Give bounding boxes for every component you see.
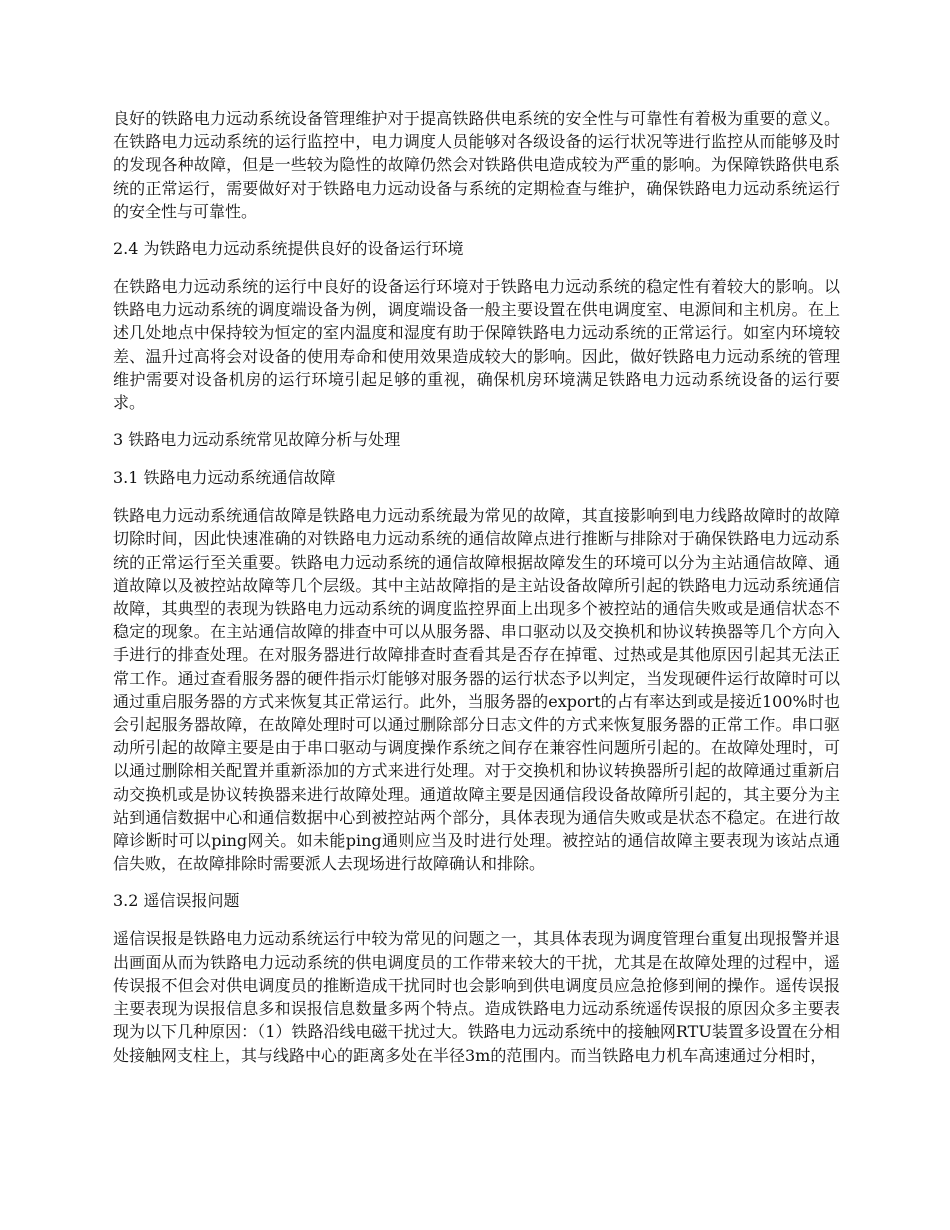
section-heading-2-4: 2.4 为铁路电力远动系统提供良好的设备运行环境: [113, 239, 464, 259]
paragraph: 在铁路电力远动系统的运行中良好的设备运行环境对于铁路电力远动系统的稳定性有着较大的影响。以铁路电力远动系统的调度端设备为例，调度端设备一般主要设置在供电调度室、电源间和主机房。在上述几处地点中保持较为恒定的室内温度和湿度有助于保障铁路电力远动系统的正常运行。如室内环境较差、温升过高将会对设备的使用寿命和使用效果造成较大的影响。因此，做好铁路电力远动系统的管理维护需要对设备机房的运行环境引起足够的重视，确保机房环境满足铁路电力远动系统设备的运行要求。: [113, 277, 840, 413]
section-heading-3: 3 铁路电力远动系统常见故障分析与处理: [113, 430, 401, 450]
section-heading-3-1: 3.1 铁路电力远动系统通信故障: [113, 468, 336, 488]
document-page: [113, 107, 840, 1081]
paragraph: 良好的铁路电力远动系统设备管理维护对于提高铁路供电系统的安全性与可靠性有着极为重要的意义。在铁路电力远动系统的运行监控中，电力调度人员能够对各级设备的运行状况等进行监控从而能够及时的发现各种故障，但是一些较为隐性的故障仍然会对铁路供电造成较为严重的影响。为保障铁路供电系统的正常运行，需要做好对于铁路电力远动设备与系统的定期检查与维护，确保铁路电力远动系统运行的安全性与可靠性。: [113, 109, 840, 221]
section-heading-3-2: 3.2 遥信误报问题: [113, 891, 240, 911]
paragraph: 遥信误报是铁路电力远动系统运行中较为常见的问题之一，其具体表现为调度管理台重复出现报警并退出画面从而为铁路电力远动系统的供电调度员的工作带来较大的干扰，尤其是在故障处理的过程中，遥传误报不但会对供电调度员的推断造成干扰同时也会影响到供电调度员应急抢修到闸的操作。遥传误报主要表现为误报信息多和误报信息数量多两个特点。造成铁路电力远动系统遥传误报的原因众多主要表现为以下几种原因：（1）铁路沿线电磁干扰过大。铁路电力远动系统中的接触网RTU装置多设置在分相处接触网支柱上，其与线路中心的距离多处在半径3m的范围内。而当铁路电力机车高速通过分相时，: [113, 929, 840, 1065]
paragraph: 铁路电力远动系统通信故障是铁路电力远动系统最为常见的故障，其直接影响到电力线路故障时的故障切除时间，因此快速准确的对铁路电力远动系统的通信故障点进行推断与排除对于确保铁路电力远动系统的正常运行至关重要。铁路电力远动系统的通信故障根据故障发生的环境可以分为主站通信故障、通道故障以及被控站故障等几个层级。其中主站故障指的是主站设备故障所引起的铁路电力远动系统通信故障，其典型的表现为铁路电力远动系统的调度监控界面上出现多个被控站的通信失败或是通信状态不稳定的现象。在主站通信故障的排查中可以从服务器、串口驱动以及交换机和协议转换器等几个方向入手进行的排查处理。在对服务器进行故障排查时查看其是否存在掉電、过热或是其他原因引起其无法正常工作。通过查看服务器的硬件指示灯能够对服务器的运行状态予以判定，当发现硬件运行故障时可以通过重启服务器的方式来恢复其正常运行。此外，当服务器的export的占有率达到或是接近100%时也会引起服务器故障，在故障处理时可以通过删除部分日志文件的方式来恢复服务器的正常工作。串口驱动所引起的故障主要是由于串口驱动与调度操作系统之间存在兼容性问题所引起的。在故障处理时，可以通过删除相关配置并重新添加的方式来进行处理。对于交换机和协议转换器所引起的故障通过重新启动交换机或是协议转换器来进行故障处理。通道故障主要是因通信段设备故障所引起的，其主要分为主站到通信数据中心和通信数据中心到被控站两个部分，具体表现为通信失败或是状态不稳定。在进行故障诊断时可以ping网关。如未能ping通则应当及时进行处理。被控站的通信故障主要表现为该站点通信失败，在故障排除时需要派人去现场进行故障确认和排除。: [113, 506, 840, 874]
